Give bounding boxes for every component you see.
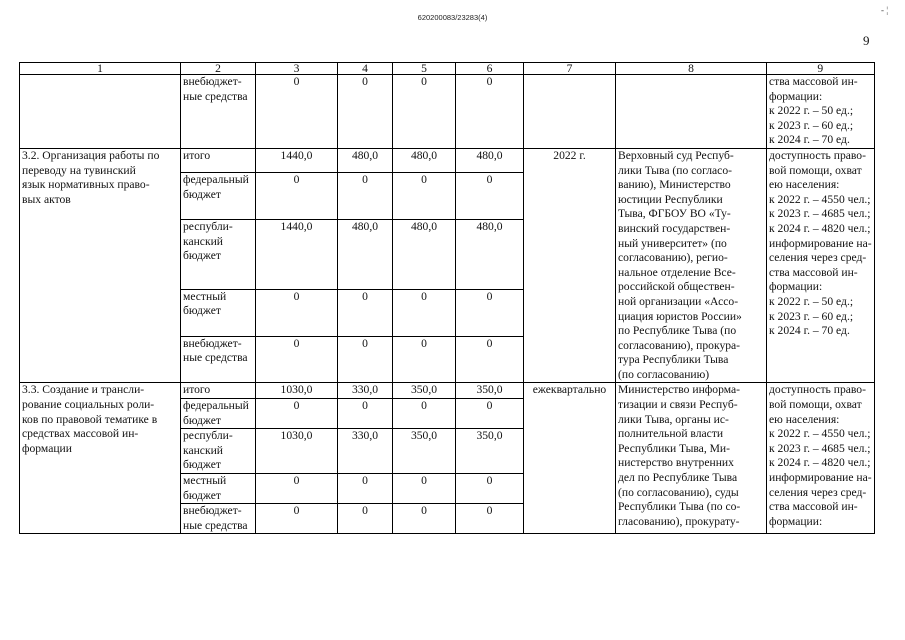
- text-line: ванию), Министерство: [618, 178, 731, 192]
- text-line: лики Тыва (по согласо-: [618, 163, 732, 177]
- source-cell: [181, 429, 256, 474]
- column-header: 8: [616, 63, 767, 75]
- text-line: внебюджет-: [183, 75, 242, 88]
- executors-cell: [616, 75, 767, 149]
- column-header: 4: [338, 63, 393, 75]
- text-line: к 2024 г. – 70 ед.: [769, 324, 850, 338]
- corner-mark: - ¦: [881, 5, 889, 15]
- value-cell: 0: [393, 336, 456, 383]
- term-cell: ежеквартально: [524, 383, 616, 534]
- text-line: к 2024 г. – 4820 чел.;: [769, 456, 871, 470]
- document-id: 620200083/23283(4): [417, 13, 488, 22]
- value-cell: 0: [393, 173, 456, 220]
- text-line: селения через сред-: [769, 485, 867, 499]
- text-line: согласованию), прокура-: [618, 338, 741, 352]
- value-cell: 0: [338, 504, 393, 534]
- text-line: ные средства: [183, 89, 248, 103]
- source-cell: [181, 336, 256, 383]
- value-cell: 1440,0: [256, 148, 338, 172]
- text-line: ной организации «Ассо-: [618, 294, 739, 308]
- text-line: 3.3. Создание и трансли-: [22, 383, 145, 397]
- activity-title-cell: [20, 383, 181, 534]
- value-cell: 0: [338, 336, 393, 383]
- text-line: местный: [183, 474, 227, 488]
- table-body: [20, 63, 875, 534]
- indicators-cell: [767, 75, 875, 149]
- column-header: 2: [181, 63, 256, 75]
- text-line: формации:: [769, 514, 823, 528]
- value-cell: 0: [256, 504, 338, 534]
- text-line: к 2023 г. – 4685 чел.;: [769, 207, 871, 221]
- value-cell: 0: [256, 399, 338, 429]
- value-cell: 480,0: [456, 220, 524, 290]
- text-line: формации:: [769, 89, 823, 103]
- text-line: к 2022 г. – 4550 чел.;: [769, 192, 871, 206]
- text-line: внебюджет-: [183, 504, 242, 518]
- page-number: 9: [863, 33, 870, 48]
- text-line: бюджет: [183, 458, 221, 472]
- value-cell: 480,0: [456, 148, 524, 172]
- text-line: винский государствен-: [618, 221, 731, 235]
- value-cell: 0: [256, 289, 338, 336]
- value-cell: 1440,0: [256, 220, 338, 290]
- value-cell: 480,0: [338, 220, 393, 290]
- source-cell: [181, 75, 256, 149]
- text-line: нальное отделение Все-: [618, 265, 736, 279]
- text-line: дел по Республике Тыва: [618, 471, 738, 485]
- text-line: 3.2. Организация работы по: [22, 148, 160, 162]
- value-cell: 1030,0: [256, 383, 338, 399]
- value-cell: 480,0: [393, 148, 456, 172]
- value-cell: 350,0: [456, 383, 524, 399]
- text-line: к 2023 г. – 60 ед.;: [769, 118, 854, 132]
- value-cell: 0: [456, 289, 524, 336]
- text-line: канский: [183, 443, 223, 457]
- text-line: федеральный: [183, 399, 249, 413]
- text-line: согласованию), регио-: [618, 251, 728, 265]
- text-line: к 2022 г. – 4550 чел.;: [769, 427, 871, 441]
- table-row: [20, 148, 875, 172]
- value-cell: 1030,0: [256, 429, 338, 474]
- value-cell: 0: [393, 399, 456, 429]
- text-line: к 2024 г. – 70 ед.: [769, 133, 850, 147]
- text-line: республи-: [183, 220, 233, 234]
- value-cell: 0: [456, 474, 524, 504]
- text-line: к 2023 г. – 4685 чел.;: [769, 441, 871, 455]
- text-line: циация юристов России»: [618, 309, 742, 323]
- text-line: селения через сред-: [769, 251, 867, 265]
- text-line: ею населения:: [769, 412, 840, 426]
- value-cell: 0: [256, 336, 338, 383]
- source-cell: [181, 173, 256, 220]
- activity-title-cell: [20, 148, 181, 383]
- text-line: тура Республики Тыва: [618, 353, 729, 367]
- text-line: Тыва, ФГБОУ ВО «Ту-: [618, 207, 731, 221]
- value-cell: 0: [393, 289, 456, 336]
- text-line: ею населения:: [769, 178, 840, 192]
- text-line: бюджет: [183, 187, 221, 201]
- value-cell: 330,0: [338, 429, 393, 474]
- continuation-row: [20, 75, 875, 149]
- table-row: [20, 383, 875, 399]
- text-line: республи-: [183, 429, 233, 443]
- value-cell: 0: [338, 173, 393, 220]
- value-cell: 0: [338, 289, 393, 336]
- text-line: ный университет» (по: [618, 236, 727, 250]
- column-header: 7: [524, 63, 616, 75]
- text-line: российской обществен-: [618, 280, 735, 294]
- text-line: доступность право-: [769, 148, 866, 162]
- text-line: формации:: [769, 280, 823, 294]
- value-cell: 0: [456, 504, 524, 534]
- text-line: ные средства: [183, 351, 248, 365]
- text-line: ства массовой ин-: [769, 265, 858, 279]
- text-line: бюджет: [183, 413, 221, 427]
- value-cell: 0: [393, 504, 456, 534]
- text-line: федеральный: [183, 173, 249, 187]
- value-cell: 0: [256, 474, 338, 504]
- value-cell: 0: [256, 75, 338, 149]
- text-line: нистерство внутренних: [618, 456, 734, 470]
- text-line: гласованию), прокурату-: [618, 514, 740, 528]
- text-line: Республики Тыва, Ми-: [618, 441, 730, 455]
- value-cell: 0: [456, 336, 524, 383]
- value-cell: 0: [456, 173, 524, 220]
- value-cell: 0: [338, 474, 393, 504]
- text-line: язык нормативных право-: [22, 178, 150, 192]
- text-line: средствах массовой ин-: [22, 427, 139, 441]
- value-cell: 0: [393, 474, 456, 504]
- text-line: местный: [183, 289, 227, 303]
- text-line: Министерство информа-: [618, 383, 740, 397]
- text-line: к 2023 г. – 60 ед.;: [769, 309, 854, 323]
- value-cell: 0: [256, 173, 338, 220]
- value-cell: 350,0: [456, 429, 524, 474]
- text-line: ства массовой ин-: [769, 500, 858, 514]
- text-line: вой помощи, охват: [769, 163, 862, 177]
- source-cell: [181, 399, 256, 429]
- column-header: 9: [767, 63, 875, 75]
- text-line: канский: [183, 234, 223, 248]
- text-line: к 2024 г. – 4820 чел.;: [769, 221, 871, 235]
- text-line: бюджет: [183, 304, 221, 318]
- text-line: информирование на-: [769, 471, 872, 485]
- text-line: юстиции Республики: [618, 192, 723, 206]
- text-line: формации: [22, 441, 72, 455]
- source-cell: [181, 148, 256, 172]
- text-line: бюджет: [183, 249, 221, 263]
- text-line: к 2022 г. – 50 ед.;: [769, 294, 854, 308]
- text-line: тизации и связи Респуб-: [618, 398, 738, 412]
- text-line: полнительной власти: [618, 427, 724, 441]
- value-cell: 0: [338, 399, 393, 429]
- text-line: бюджет: [183, 488, 221, 502]
- text-line: по Республике Тыва (по: [618, 324, 737, 338]
- text-line: ков по правовой тематике в: [22, 412, 158, 426]
- column-header: 6: [456, 63, 524, 75]
- text-line: (по согласованию), суды: [618, 485, 739, 499]
- text-line: внебюджет-: [183, 336, 242, 350]
- text-line: переводу на тувинский: [22, 163, 136, 177]
- source-cell: [181, 383, 256, 399]
- source-cell: [181, 289, 256, 336]
- value-cell: 350,0: [393, 429, 456, 474]
- text-line: вой помощи, охват: [769, 398, 862, 412]
- text-line: Верховный суд Респуб-: [618, 148, 734, 162]
- column-header: 1: [20, 63, 181, 75]
- indicators-cell: [767, 148, 875, 383]
- text-line: Республики Тыва (по со-: [618, 500, 741, 514]
- text-line: рование социальных роли-: [22, 398, 155, 412]
- source-cell: [181, 504, 256, 534]
- program-table: [19, 62, 875, 534]
- value-cell: 480,0: [338, 148, 393, 172]
- source-cell: [181, 474, 256, 504]
- text-line: к 2022 г. – 50 ед.;: [769, 104, 854, 118]
- column-header: 5: [393, 63, 456, 75]
- text-line: ные средства: [183, 518, 248, 532]
- text-line: вых актов: [22, 192, 71, 206]
- title-cell: [20, 75, 181, 149]
- text-line: (по согласованию): [618, 367, 710, 381]
- value-cell: 0: [338, 75, 393, 149]
- value-cell: 0: [456, 399, 524, 429]
- column-header: 3: [256, 63, 338, 75]
- executors-cell: [616, 383, 767, 534]
- text-line: ства массовой ин-: [769, 75, 858, 88]
- term-cell: 2022 г.: [524, 148, 616, 383]
- header-row: [20, 63, 875, 75]
- value-cell: 0: [393, 75, 456, 149]
- indicators-cell: [767, 383, 875, 534]
- value-cell: 330,0: [338, 383, 393, 399]
- text-line: информирование на-: [769, 236, 872, 250]
- text-line: итого: [183, 148, 211, 162]
- value-cell: 0: [456, 75, 524, 149]
- source-cell: [181, 220, 256, 290]
- text-line: лики Тыва, органы ис-: [618, 412, 729, 426]
- value-cell: 350,0: [393, 383, 456, 399]
- term-cell: [524, 75, 616, 149]
- text-line: доступность право-: [769, 383, 866, 397]
- value-cell: 480,0: [393, 220, 456, 290]
- executors-cell: [616, 148, 767, 383]
- text-line: итого: [183, 383, 211, 397]
